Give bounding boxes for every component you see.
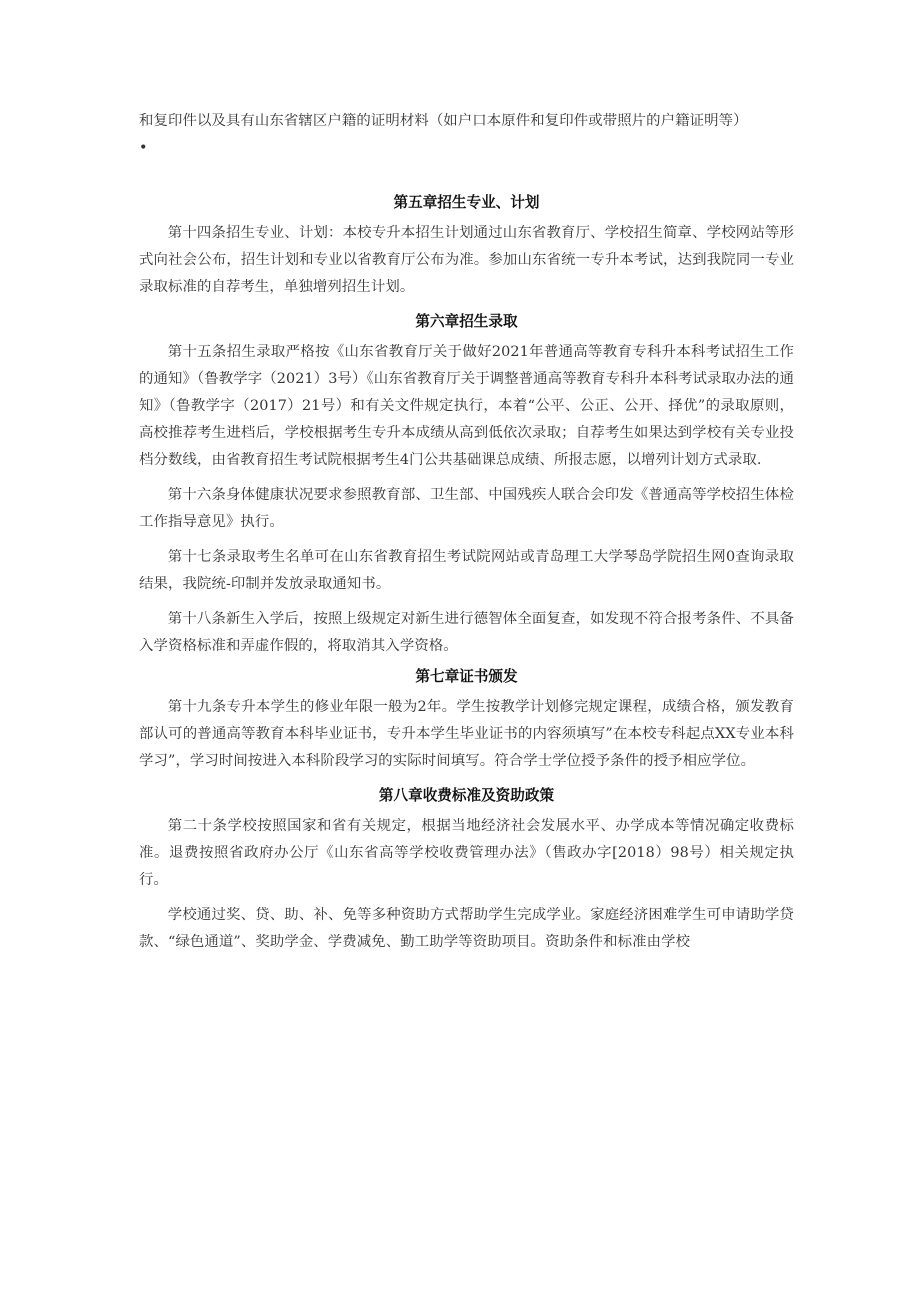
article-19: 第十九条专升本学生的修业年限一般为2年。学生按教学计划修完规定课程，成绩合格，颁发教育部认可的普通高等教育本科毕业证书，专升本学生毕业证书的内容须填写”在本校专科起点XX专业本科学习”，学习时间按进入本科阶段学习的实际时间填写。符合学士学位授予条件的授予相应学位。 [139, 699, 794, 769]
intro-bullet: • [139, 140, 148, 156]
article-14: 第十四条招生专业、计划：本校专升本招生计划通过山东省教育厅、学校招生简章、学校网站等形式向社会公布，招生计划和专业以省教育厅公布为准。参加山东省统一专升本考试，达到我院同一专业录取标准的自荐考生，单独增列招生计划。 [139, 225, 794, 295]
chapter-8-title: 第八章收费标准及资助政策 [378, 787, 555, 804]
article-20: 第二十条学校按照国家和省有关规定，根据当地经济社会发展水平、办学成本等情况确定收费标准。退费按照省政府办公厅《山东省高等学校收费管理办法》（售政办字[2018）98号）相关规定执行。 [139, 818, 794, 888]
article-16: 第十六条身体健康状况要求参照教育部、卫生部、中国残疾人联合会印发《普通高等学校招生体检工作指导意见》执行。 [139, 487, 794, 530]
chapter-6-title: 第六章招生录取 [415, 313, 518, 330]
aid-paragraph: 学校通过奖、贷、助、补、免等多种资助方式帮助学生完成学业。家庭经济困难学生可申请助学贷款、“绿色通道”、奖助学金、学费减免、勤工助学等资助项目。资助条件和标准由学校 [139, 907, 794, 950]
chapter-5-title: 第五章招生专业、计划 [393, 194, 540, 211]
article-18: 第十八条新生入学后，按照上级规定对新生进行德智体全面复查，如发现不符合报考条件、不具备入学资格标准和弄虚作假的，将取消其入学资格。 [139, 611, 794, 654]
intro-line: 和复印件以及具有山东省辖区户籍的证明材料（如户口本原件和复印件或带照片的户籍证明等） [139, 113, 748, 129]
article-17: 第十七条录取考生名单可在山东省教育招生考试院网站或青岛理工大学琴岛学院招生网0查询录取结果，我院统-印制并发放录取通知书。 [139, 549, 794, 592]
chapter-7-title: 第七章证书颁发 [415, 668, 518, 685]
article-15: 第十五条招生录取严格按《山东省教育厅关于做好2021年普通高等教育专科升本科考试招生工作的通知》（鲁教学字（2021）3号）《山东省教育厅关于调整普通高等教育专科升本科考试录取办法的通知》（鲁教学字（2017）21号）和有关文件规定执行，本着“公平、公正、公开、择优”的录取原则，高校推荐考生进档后，学校根据考生专升本成绩从高到低依次录取；自荐考生如果达到学校有关专业投档分数线，由省教育招生考试院根据考生4门公共基础课总成绩、所报志愿，以增列计划方式录取. [139, 344, 794, 468]
document-page [139, 108, 794, 956]
